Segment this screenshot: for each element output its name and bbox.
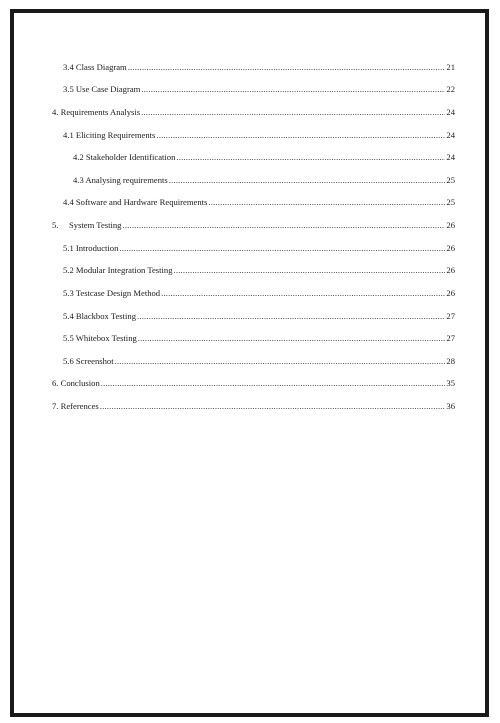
toc-entry-page: 27 [446, 333, 455, 343]
toc-entry-4-4[interactable] [63, 196, 455, 208]
toc-entry-page: 36 [446, 401, 455, 411]
toc-dot-leader [119, 242, 445, 254]
document-page [10, 9, 489, 717]
toc-entry-page: 25 [446, 175, 455, 185]
toc-entry-3-5[interactable] [63, 83, 455, 95]
toc-dot-leader [174, 264, 446, 276]
toc-entry-5-2[interactable] [63, 264, 455, 276]
toc-entry-page: 35 [446, 378, 455, 388]
toc-entry-title: 3.4 Class Diagram [63, 62, 127, 72]
toc-entry-number: 5. [52, 220, 59, 230]
toc-entry-page: 28 [446, 356, 455, 366]
toc-dot-leader [208, 196, 445, 208]
toc-entry-page: 26 [446, 288, 455, 298]
toc-dot-leader [100, 400, 446, 412]
toc-entry-page: 24 [446, 107, 455, 117]
toc-entry-6[interactable] [52, 377, 455, 389]
toc-entry-page: 21 [446, 62, 455, 72]
toc-entry-4-3[interactable] [73, 174, 455, 186]
toc-entry-4[interactable] [52, 106, 455, 118]
toc-entry-page: 24 [446, 130, 455, 140]
toc-entry-5-5[interactable] [63, 332, 455, 344]
toc-dot-leader [156, 129, 445, 141]
toc-entry-page: 26 [446, 243, 455, 253]
toc-dot-leader [169, 174, 446, 186]
toc-entry-title: 4.1 Eliciting Requirements [63, 130, 156, 140]
toc-entry-title: 4.3 Analysing requirements [73, 175, 168, 185]
toc-dot-leader [115, 355, 446, 367]
toc-entry-5-4[interactable] [63, 310, 455, 322]
toc-entry-page: 24 [446, 152, 455, 162]
toc-entry-title: 4.2 Stakeholder Identification [73, 152, 176, 162]
toc-dot-leader [141, 83, 445, 95]
toc-entry-title: 4. Requirements Analysis [52, 107, 141, 117]
toc-entry-page: 25 [446, 197, 455, 207]
toc-dot-leader [176, 151, 445, 163]
toc-dot-leader [128, 61, 446, 73]
toc-entry-5[interactable] [52, 219, 455, 231]
toc-entry-5-3[interactable] [63, 287, 455, 299]
toc-entry-7[interactable] [52, 400, 455, 412]
toc-entry-title: 3.5 Use Case Diagram [63, 84, 141, 94]
toc-entry-title-text: System Testing [69, 220, 122, 230]
toc-entry-page: 26 [446, 265, 455, 275]
toc-entry-title: 5.4 Blackbox Testing [63, 311, 136, 321]
toc-entry-title: 7. References [52, 401, 99, 411]
toc-entry-5-6[interactable] [63, 355, 455, 367]
toc-dot-leader [141, 106, 445, 118]
toc-dot-leader [122, 219, 445, 231]
toc-entry-4-1[interactable] [63, 129, 455, 141]
toc-entry-page: 27 [446, 311, 455, 321]
toc-entry-page: 22 [446, 84, 455, 94]
toc-entry-title [52, 219, 121, 231]
toc-entry-title: 5.5 Whitebox Testing [63, 333, 137, 343]
toc-entry-5-1[interactable] [63, 242, 455, 254]
toc-entry-title: 5.3 Testcase Design Method [63, 288, 161, 298]
toc-dot-leader [101, 377, 446, 389]
toc-entry-title: 5.1 Introduction [63, 243, 119, 253]
toc-dot-leader [138, 332, 446, 344]
toc-entry-title: 5.6 Screenshot [63, 356, 114, 366]
toc-dot-leader [161, 287, 445, 299]
toc-entry-4-2[interactable] [73, 151, 455, 163]
toc-entry-page: 26 [446, 220, 455, 230]
toc-entry-3-4[interactable] [63, 61, 455, 73]
toc-entry-title: 5.2 Modular Integration Testing [63, 265, 173, 275]
toc-dot-leader [137, 310, 445, 322]
toc-entry-title: 4.4 Software and Hardware Requirements [63, 197, 208, 207]
toc-entry-title: 6. Conclusion [52, 378, 100, 388]
